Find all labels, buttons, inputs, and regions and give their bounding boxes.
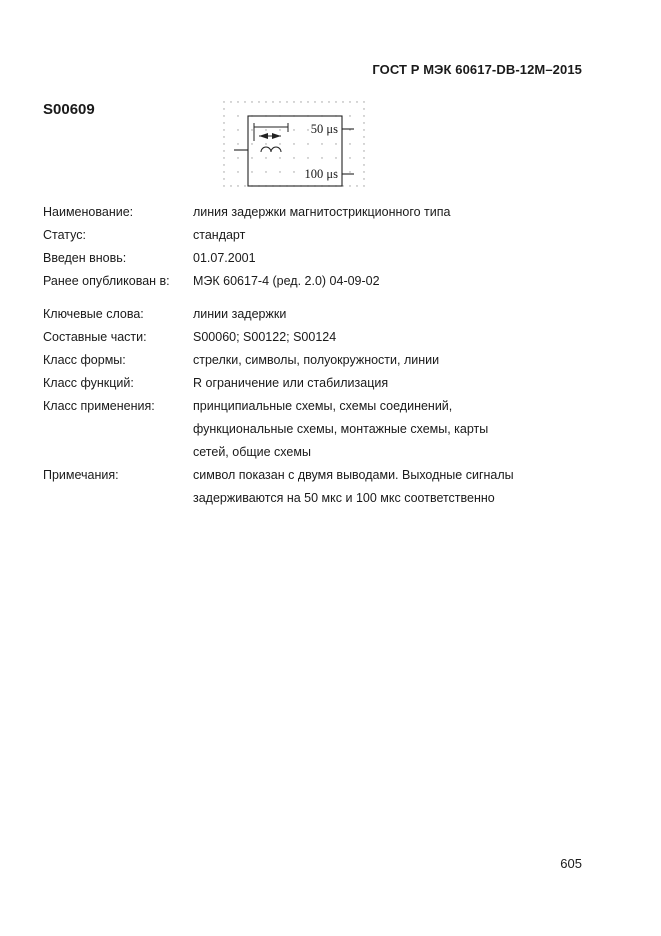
double-arrow-icon [259,133,281,139]
field-value-line: МЭК 60617-4 (ред. 2.0) 04-09-02 [193,274,380,288]
field-value-line: S00060; S00122; S00124 [193,330,337,344]
field-label: Примечания: [43,468,119,482]
field-value [193,372,553,395]
delay-label-50: 50 μs [310,122,338,136]
field-value-line: символ показан с двумя выводами. Выходные сигналы [193,468,514,482]
delay-line-symbol [218,98,370,194]
field-value-line: задерживаются на 50 мкс и 100 мкс соответственно [193,491,495,505]
field-label: Введен вновь: [43,251,127,265]
field-value-line: сетей, общие схемы [193,445,311,459]
field-value [193,464,553,510]
delay-label-100: 100 μs [304,167,338,181]
field-value [193,349,553,372]
field-value-line: принципиальные схемы, схемы соединений, [193,399,453,413]
field-value-line: стрелки, символы, полуокружности, линии [193,353,440,367]
field-value [193,326,553,349]
field-value [193,303,553,326]
field-label: Класс функций: [43,376,134,390]
field-label: Ранее опубликован в: [43,274,170,288]
field-label: Ключевые слова: [43,307,144,321]
field-label: Класс формы: [43,353,126,367]
field-value-line: функциональные схемы, монтажные схемы, карты [193,422,489,436]
field-label: Статус: [43,228,86,242]
semicircles-icon [261,147,281,152]
field-label: Класс применения: [43,399,155,413]
field-value [193,247,553,270]
field-value [193,270,553,293]
field-value-line: линии задержки [193,307,287,321]
standard-code: ГОСТ Р МЭК 60617-DB-12M–2015 [372,62,582,77]
page-number: 605 [560,856,582,871]
field-label: Составные части: [43,330,147,344]
field-value [193,224,553,247]
field-value [193,395,553,464]
field-value [193,201,553,224]
field-value-line: 01.07.2001 [193,251,256,265]
field-value-line: линия задержки магнитострикционного типа [193,205,451,219]
field-value-line: R ограничение или стабилизация [193,376,389,390]
symbol-id: S00609 [43,101,95,118]
field-label: Наименование: [43,205,134,219]
field-value-line: стандарт [193,228,246,242]
